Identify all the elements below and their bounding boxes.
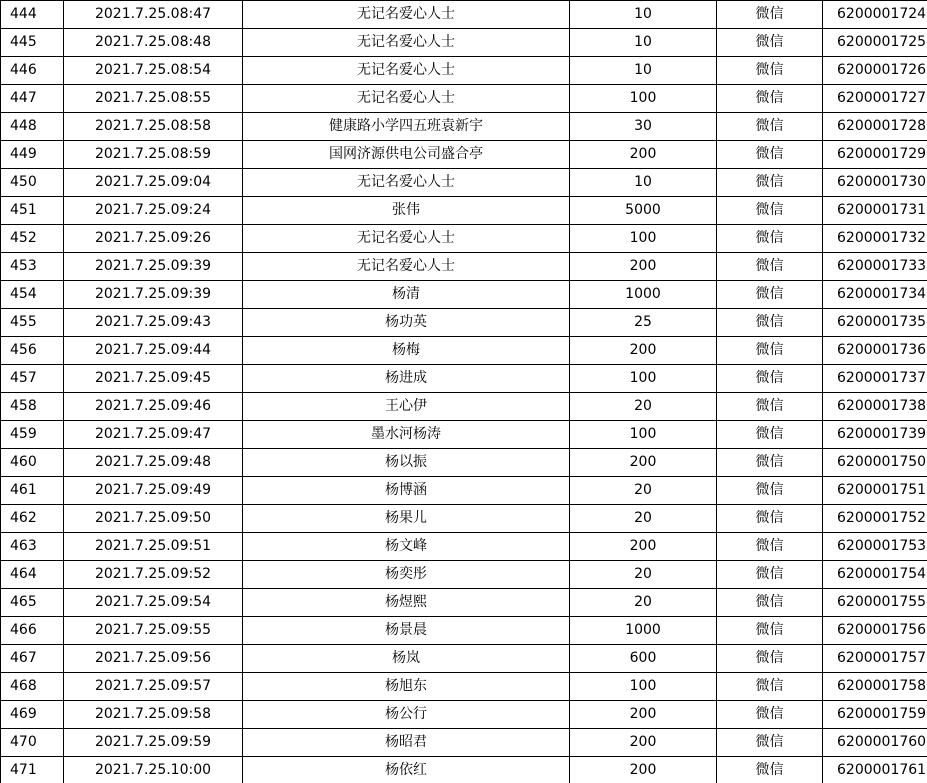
row-number-cell: 461 <box>1 477 64 505</box>
donation-amount-cell: 200 <box>570 253 717 281</box>
donor-name-cell: 无记名爱心人士 <box>243 85 570 113</box>
row-number-cell: 469 <box>1 701 64 729</box>
row-number-cell: 467 <box>1 645 64 673</box>
table-row <box>1 449 927 477</box>
receipt-number-cell: 6200001732 <box>823 225 927 253</box>
donation-time-cell: 2021.7.25.09:45 <box>64 365 243 393</box>
donation-time-cell: 2021.7.25.09:48 <box>64 449 243 477</box>
donation-time-cell: 2021.7.25.08:55 <box>64 85 243 113</box>
payment-method-cell: 微信 <box>717 365 823 393</box>
donation-amount-cell: 5000 <box>570 197 717 225</box>
receipt-number-cell: 6200001729 <box>823 141 927 169</box>
row-number-cell: 454 <box>1 281 64 309</box>
row-number-cell: 453 <box>1 253 64 281</box>
payment-method-cell: 微信 <box>717 337 823 365</box>
receipt-number-cell: 6200001735 <box>823 309 927 337</box>
payment-method-cell: 微信 <box>717 393 823 421</box>
donor-name-cell: 无记名爱心人士 <box>243 1 570 29</box>
receipt-number-cell: 6200001727 <box>823 85 927 113</box>
donation-time-cell: 2021.7.25.09:50 <box>64 505 243 533</box>
row-number-cell: 462 <box>1 505 64 533</box>
table-row <box>1 561 927 589</box>
row-number-cell: 460 <box>1 449 64 477</box>
receipt-number-cell: 6200001728 <box>823 113 927 141</box>
row-number-cell: 464 <box>1 561 64 589</box>
row-number-cell: 470 <box>1 729 64 757</box>
payment-method-cell: 微信 <box>717 701 823 729</box>
receipt-number-cell: 6200001751 <box>823 477 927 505</box>
payment-method-cell: 微信 <box>717 505 823 533</box>
payment-method-cell: 微信 <box>717 1 823 29</box>
payment-method-cell: 微信 <box>717 29 823 57</box>
donation-time-cell: 2021.7.25.10:00 <box>64 757 243 783</box>
table-row <box>1 309 927 337</box>
table-row <box>1 477 927 505</box>
donor-name-cell: 墨水河杨涛 <box>243 421 570 449</box>
donation-amount-cell: 100 <box>570 225 717 253</box>
donor-name-cell: 健康路小学四五班袁新宇 <box>243 113 570 141</box>
row-number-cell: 457 <box>1 365 64 393</box>
table-row <box>1 701 927 729</box>
table-row <box>1 729 927 757</box>
donation-time-cell: 2021.7.25.08:58 <box>64 113 243 141</box>
table-row <box>1 281 927 309</box>
table-row <box>1 337 927 365</box>
donor-name-cell: 杨昭君 <box>243 729 570 757</box>
row-number-cell: 448 <box>1 113 64 141</box>
table-row <box>1 645 927 673</box>
receipt-number-cell: 6200001724 <box>823 1 927 29</box>
receipt-number-cell: 6200001753 <box>823 533 927 561</box>
table-row <box>1 57 927 85</box>
payment-method-cell: 微信 <box>717 645 823 673</box>
donation-table-body <box>1 1 927 783</box>
table-row <box>1 253 927 281</box>
donation-amount-cell: 20 <box>570 477 717 505</box>
row-number-cell: 458 <box>1 393 64 421</box>
donor-name-cell: 无记名爱心人士 <box>243 57 570 85</box>
table-row <box>1 533 927 561</box>
payment-method-cell: 微信 <box>717 225 823 253</box>
table-row <box>1 673 927 701</box>
donation-time-cell: 2021.7.25.09:52 <box>64 561 243 589</box>
donation-amount-cell: 100 <box>570 421 717 449</box>
payment-method-cell: 微信 <box>717 141 823 169</box>
table-row <box>1 617 927 645</box>
donor-name-cell: 杨果儿 <box>243 505 570 533</box>
donor-name-cell: 杨梅 <box>243 337 570 365</box>
receipt-number-cell: 6200001761 <box>823 757 927 783</box>
receipt-number-cell: 6200001730 <box>823 169 927 197</box>
payment-method-cell: 微信 <box>717 561 823 589</box>
payment-method-cell: 微信 <box>717 617 823 645</box>
donation-time-cell: 2021.7.25.09:39 <box>64 253 243 281</box>
receipt-number-cell: 6200001757 <box>823 645 927 673</box>
receipt-number-cell: 6200001760 <box>823 729 927 757</box>
donor-name-cell: 杨文峰 <box>243 533 570 561</box>
donation-time-cell: 2021.7.25.09:04 <box>64 169 243 197</box>
payment-method-cell: 微信 <box>717 533 823 561</box>
donation-amount-cell: 200 <box>570 533 717 561</box>
donation-amount-cell: 100 <box>570 85 717 113</box>
receipt-number-cell: 6200001750 <box>823 449 927 477</box>
donation-time-cell: 2021.7.25.09:43 <box>64 309 243 337</box>
donation-amount-cell: 20 <box>570 589 717 617</box>
donation-time-cell: 2021.7.25.08:54 <box>64 57 243 85</box>
donation-amount-cell: 20 <box>570 505 717 533</box>
donation-amount-cell: 10 <box>570 29 717 57</box>
donation-time-cell: 2021.7.25.09:55 <box>64 617 243 645</box>
row-number-cell: 465 <box>1 589 64 617</box>
donor-name-cell: 杨以振 <box>243 449 570 477</box>
donation-time-cell: 2021.7.25.08:48 <box>64 29 243 57</box>
donation-time-cell: 2021.7.25.08:47 <box>64 1 243 29</box>
donation-time-cell: 2021.7.25.09:59 <box>64 729 243 757</box>
donation-amount-cell: 10 <box>570 57 717 85</box>
donation-amount-cell: 200 <box>570 141 717 169</box>
receipt-number-cell: 6200001726 <box>823 57 927 85</box>
payment-method-cell: 微信 <box>717 589 823 617</box>
donor-name-cell: 杨功英 <box>243 309 570 337</box>
donation-amount-cell: 100 <box>570 365 717 393</box>
donation-time-cell: 2021.7.25.09:24 <box>64 197 243 225</box>
table-row <box>1 141 927 169</box>
donation-amount-cell: 20 <box>570 393 717 421</box>
payment-method-cell: 微信 <box>717 449 823 477</box>
receipt-number-cell: 6200001755 <box>823 589 927 617</box>
donation-time-cell: 2021.7.25.08:59 <box>64 141 243 169</box>
receipt-number-cell: 6200001725 <box>823 29 927 57</box>
receipt-number-cell: 6200001731 <box>823 197 927 225</box>
row-number-cell: 451 <box>1 197 64 225</box>
row-number-cell: 444 <box>1 1 64 29</box>
donor-name-cell: 无记名爱心人士 <box>243 253 570 281</box>
payment-method-cell: 微信 <box>717 477 823 505</box>
payment-method-cell: 微信 <box>717 113 823 141</box>
table-row <box>1 505 927 533</box>
row-number-cell: 466 <box>1 617 64 645</box>
donation-amount-cell: 200 <box>570 449 717 477</box>
payment-method-cell: 微信 <box>717 281 823 309</box>
donation-time-cell: 2021.7.25.09:57 <box>64 673 243 701</box>
row-number-cell: 463 <box>1 533 64 561</box>
payment-method-cell: 微信 <box>717 729 823 757</box>
table-row <box>1 225 927 253</box>
donor-name-cell: 张伟 <box>243 197 570 225</box>
payment-method-cell: 微信 <box>717 673 823 701</box>
donor-name-cell: 无记名爱心人士 <box>243 169 570 197</box>
donation-time-cell: 2021.7.25.09:56 <box>64 645 243 673</box>
payment-method-cell: 微信 <box>717 197 823 225</box>
payment-method-cell: 微信 <box>717 421 823 449</box>
donation-time-cell: 2021.7.25.09:46 <box>64 393 243 421</box>
donation-amount-cell: 100 <box>570 673 717 701</box>
donation-time-cell: 2021.7.25.09:54 <box>64 589 243 617</box>
payment-method-cell: 微信 <box>717 253 823 281</box>
table-row <box>1 365 927 393</box>
donation-time-cell: 2021.7.25.09:47 <box>64 421 243 449</box>
donation-time-cell: 2021.7.25.09:26 <box>64 225 243 253</box>
row-number-cell: 447 <box>1 85 64 113</box>
table-row <box>1 589 927 617</box>
donation-amount-cell: 20 <box>570 561 717 589</box>
donation-amount-cell: 200 <box>570 729 717 757</box>
table-row <box>1 29 927 57</box>
row-number-cell: 471 <box>1 757 64 783</box>
donor-name-cell: 杨旭东 <box>243 673 570 701</box>
donor-name-cell: 杨进成 <box>243 365 570 393</box>
donation-time-cell: 2021.7.25.09:49 <box>64 477 243 505</box>
table-row <box>1 421 927 449</box>
donor-name-cell: 杨奕彤 <box>243 561 570 589</box>
row-number-cell: 445 <box>1 29 64 57</box>
table-row <box>1 169 927 197</box>
donation-amount-cell: 25 <box>570 309 717 337</box>
row-number-cell: 446 <box>1 57 64 85</box>
row-number-cell: 456 <box>1 337 64 365</box>
donation-amount-cell: 200 <box>570 337 717 365</box>
row-number-cell: 452 <box>1 225 64 253</box>
table-row <box>1 757 927 783</box>
donor-name-cell: 王心伊 <box>243 393 570 421</box>
receipt-number-cell: 6200001739 <box>823 421 927 449</box>
donor-name-cell: 无记名爱心人士 <box>243 225 570 253</box>
table-row <box>1 197 927 225</box>
table-row <box>1 393 927 421</box>
donation-amount-cell: 1000 <box>570 281 717 309</box>
donation-time-cell: 2021.7.25.09:58 <box>64 701 243 729</box>
donation-amount-cell: 200 <box>570 701 717 729</box>
receipt-number-cell: 6200001758 <box>823 673 927 701</box>
table-row <box>1 1 927 29</box>
receipt-number-cell: 6200001756 <box>823 617 927 645</box>
donation-time-cell: 2021.7.25.09:44 <box>64 337 243 365</box>
receipt-number-cell: 6200001736 <box>823 337 927 365</box>
donation-time-cell: 2021.7.25.09:39 <box>64 281 243 309</box>
donor-name-cell: 杨公行 <box>243 701 570 729</box>
row-number-cell: 450 <box>1 169 64 197</box>
donor-name-cell: 杨依红 <box>243 757 570 783</box>
donor-name-cell: 杨景晨 <box>243 617 570 645</box>
donation-amount-cell: 10 <box>570 169 717 197</box>
receipt-number-cell: 6200001738 <box>823 393 927 421</box>
donor-name-cell: 杨煜熙 <box>243 589 570 617</box>
payment-method-cell: 微信 <box>717 757 823 783</box>
payment-method-cell: 微信 <box>717 57 823 85</box>
table-row <box>1 113 927 141</box>
donor-name-cell: 杨清 <box>243 281 570 309</box>
donation-amount-cell: 10 <box>570 1 717 29</box>
donor-name-cell: 杨岚 <box>243 645 570 673</box>
row-number-cell: 455 <box>1 309 64 337</box>
donation-amount-cell: 600 <box>570 645 717 673</box>
row-number-cell: 468 <box>1 673 64 701</box>
row-number-cell: 459 <box>1 421 64 449</box>
donation-amount-cell: 1000 <box>570 617 717 645</box>
donor-name-cell: 无记名爱心人士 <box>243 29 570 57</box>
payment-method-cell: 微信 <box>717 309 823 337</box>
row-number-cell: 449 <box>1 141 64 169</box>
payment-method-cell: 微信 <box>717 85 823 113</box>
table-row <box>1 85 927 113</box>
receipt-number-cell: 6200001752 <box>823 505 927 533</box>
receipt-number-cell: 6200001734 <box>823 281 927 309</box>
donation-time-cell: 2021.7.25.09:51 <box>64 533 243 561</box>
donor-name-cell: 国网济源供电公司盛合亭 <box>243 141 570 169</box>
receipt-number-cell: 6200001733 <box>823 253 927 281</box>
payment-method-cell: 微信 <box>717 169 823 197</box>
receipt-number-cell: 6200001737 <box>823 365 927 393</box>
donor-name-cell: 杨博涵 <box>243 477 570 505</box>
donation-amount-cell: 200 <box>570 757 717 783</box>
donation-amount-cell: 30 <box>570 113 717 141</box>
receipt-number-cell: 6200001759 <box>823 701 927 729</box>
receipt-number-cell: 6200001754 <box>823 561 927 589</box>
